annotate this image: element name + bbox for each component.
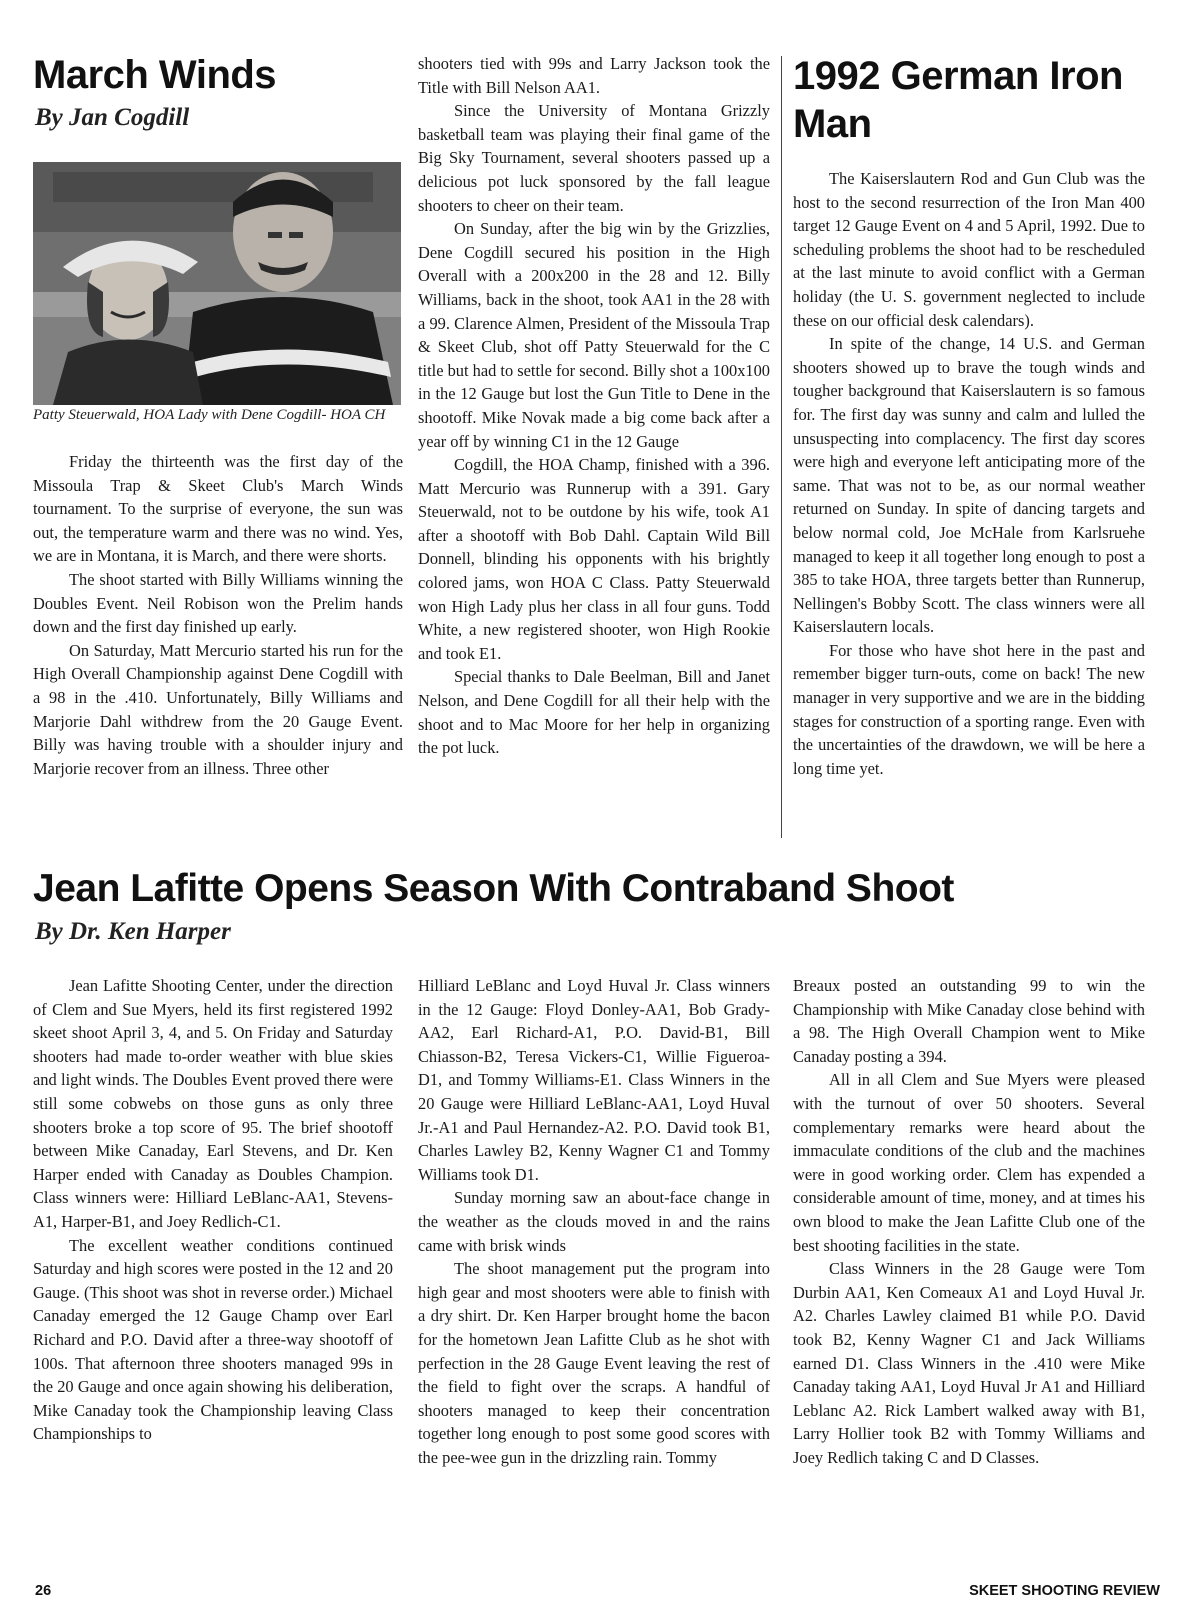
paragraph: Breaux posted an outstanding 99 to win the Championship with Mike Canaday close behind with a 98. The High Overall Champion went to Mike Canaday posting a 394. bbox=[793, 976, 1145, 1066]
paragraph: On Sunday, after the big win by the Grizzlies, Dene Cogdill secured his position in the High Overall with a 200x200 in the 28 and 12. Billy Williams, back in the shoot, took AA1 in the 28 with a 99. Clarence Almen, President of the Missoula Trap & Skeet Club, shot off Patty Steuerwald for the C title but had to settle for second. Billy shot a 100x100 in the 12 Gauge but lost the Gun Title to Dene in the shootoff. Mike Novak made a big come back after a year off by winning C1 in the 12 Gauge bbox=[418, 219, 770, 451]
paragraph: Hilliard LeBlanc and Loyd Huval Jr. Class winners in the 12 Gauge: Floyd Donley-AA1, Bob Grady-AA2, Earl Richard-A1, P.O. David-B1, Bill Chiasson-B2, Teresa Vickers-C1, Willie Figueroa-D1, and Tommy Williams-E1. Class Winners in the 20 Gauge were Hilliard LeBlanc-AA1, Loyd Huval Jr.-A1 and Paul Hernandez-A2. P.O. David took B1, Charles Lawley B2, Kenny Wagner C1 and Tommy Williams took D1. bbox=[418, 976, 770, 1184]
paragraph: The shoot started with Billy Williams winning the Doubles Event. Neil Robison won the Prelim hands down and the first day finished up early. bbox=[33, 569, 403, 637]
paragraph: In spite of the change, 14 U.S. and German shooters showed up to brave the tough winds and tougher background that Kaiserslautern is so famous for. The first day was sunny and calm and lulled the unsuspecting into complacency. The first day scores were high and everyone left anticipating more of the same. That was not to be, as our normal weather returned on Sunday. In spite of dancing targets and below normal cold, Joe McHale from Karlsruehe managed to keep it all together long enough to post a 385 to take HOA, three targets better than Runnerup, Nellingen's Bobby Scott. The class winners were all Kaiserslautern locals. bbox=[793, 334, 1145, 637]
march-winds-column-1 bbox=[33, 450, 403, 780]
paragraph: For those who have shot here in the past and remember bigger turn-outs, come on back! The new manager in very supportive and we are in the bidding stages for construction of a sporting range. Even with the uncertainties of the drawdown, we will be here a long time yet. bbox=[793, 640, 1145, 778]
page-number: 26 bbox=[35, 1583, 52, 1599]
march-winds-title: March Winds bbox=[33, 53, 277, 97]
paragraph: The shoot management put the program into high gear and most shooters were able to finish with a dry shirt. Dr. Ken Harper brought home the bacon for the hometown Jean Lafitte Club as he shot with perfection in the 28 Gauge Event leaving the rest of the field to fight over the scraps. A handful of shooters managed to keep their concentration together long enough to post some good scores with the pee-wee gun in the drizzling rain. Tommy bbox=[418, 1259, 770, 1467]
jean-lafitte-byline: By Dr. Ken Harper bbox=[35, 918, 231, 945]
paragraph: On Saturday, Matt Mercurio started his run for the High Overall Championship against Dene Cogdill with a 98 in the .410. Unfortunately, Billy Williams and Marjorie Dahl withdrew from the 20 Gauge Event. Billy was having trouble with a shoulder injury and Marjorie recover from an illness. Three other bbox=[33, 640, 403, 778]
paragraph: Sunday morning saw an about-face change in the weather as the clouds moved in and the rains came with brisk winds bbox=[418, 1188, 770, 1255]
jean-lafitte-column-2 bbox=[418, 974, 770, 1469]
paragraph: Friday the thirteenth was the first day of the Missoula Trap & Skeet Club's March Winds tournament. To the surprise of everyone, the sun was out, the temperature warm and there was no wind. Yes, we are in Montana, it is March, and there were shorts. bbox=[33, 452, 403, 566]
column-divider bbox=[781, 56, 782, 838]
march-winds-column-2 bbox=[418, 52, 770, 760]
paragraph: The excellent weather conditions continued Saturday and high scores were posted in the 12 and 20 Gauge. (This shoot was shot in reverse order.) Michael Canaday emerged the 12 Gauge Champ over Earl Richard and P.O. David after a three-way shootoff of 100s. That afternoon three shooters managed 99s in the 20 Gauge and once again showing his deliberation, Mike Canaday took the Championship leaving Class Championships to bbox=[33, 1235, 393, 1444]
jean-lafitte-column-3 bbox=[793, 974, 1145, 1469]
publication-name: SKEET SHOOTING REVIEW bbox=[969, 1583, 1160, 1599]
paragraph: shooters tied with 99s and Larry Jackson took the Title with Bill Nelson AA1. bbox=[418, 54, 770, 97]
photo-illustration bbox=[33, 162, 401, 405]
paragraph: Special thanks to Dale Beelman, Bill and Janet Nelson, and Dene Cogdill for all their help with the shoot and to Mac Moore for her help in organizing the pot luck. bbox=[418, 667, 770, 758]
paragraph: Class Winners in the 28 Gauge were Tom Durbin AA1, Ken Comeaux A1 and Loyd Huval Jr. A2. Charles Lawley claimed B1 while P.O. David took B2, Kenny Wagner C1 and Jack Williams earned D1. Class Winners in the .410 were Mike Canaday taking AA1, Loyd Huval Jr A1 and Hilliard Leblanc A2. Rick Lambert walked away with B1, Larry Hollier took B2 with Tommy Williams and Joey Redlich taking C and D Classes. bbox=[793, 1259, 1145, 1467]
paragraph: The Kaiserslautern Rod and Gun Club was the host to the second resurrection of the Iron Man 400 target 12 Gauge Event on 4 and 5 April, 1992. Due to scheduling problems the shoot had to be rescheduled at the last minute to avoid conflict with a German holiday (the U. S. government neglected to include these on our official desk calendars). bbox=[793, 169, 1145, 330]
paragraph: Since the University of Montana Grizzly basketball team was playing their final game of the Big Sky Tournament, several shooters passed up a delicious pot luck sponsored by the fall league shooters to cheer on their team. bbox=[418, 101, 770, 215]
jean-lafitte-column-1 bbox=[33, 974, 393, 1446]
paragraph: Jean Lafitte Shooting Center, under the direction of Clem and Sue Myers, held its first registered 1992 skeet shoot April 3, 4, and 5. On Friday and Saturday shooters had made to-order weather with blue skies and light winds. The Doubles Event proved there were still some cobwebs on those guns as only three shooters broke a top score of 95. The brief shootoff between Mike Canaday, Earl Stevens, and Dr. Ken Harper ended with Canaday as Doubles Champion. Class winners were: Hilliard LeBlanc-AA1, Stevens-A1, Harper-B1, and Joey Redlich-C1. bbox=[33, 976, 393, 1231]
paragraph: Cogdill, the HOA Champ, finished with a 396. Matt Mercurio was Runnerup with a 391. Gary Steuerwald, not to be outdone by his wife, took A1 after a shootoff with Bob Dahl. Captain Wild Bill Donnell, blinding his opponents with his brightly colored jams, won HOA C Class. Patty Steuerwald won High Lady plus her class in all four guns. Todd White, a new registered shooter, won High Rookie and took E1. bbox=[418, 455, 770, 663]
german-iron-man-title: 1992 German Iron Man bbox=[793, 54, 1123, 146]
march-winds-byline: By Jan Cogdill bbox=[35, 104, 190, 131]
paragraph: All in all Clem and Sue Myers were pleased with the turnout of over 50 shooters. Several complementary remarks were heard about the immaculate conditions of the club and the machines were in good working order. Clem has expended a considerable amount of time, money, and at times his own blood to make the Jean Lafitte Club one of the best shooting facilities in the state. bbox=[793, 1070, 1145, 1255]
jean-lafitte-title: Jean Lafitte Opens Season With Contraband Shoot bbox=[33, 867, 954, 910]
german-iron-man-body bbox=[793, 167, 1145, 780]
photo-cogdill-steuerwald bbox=[33, 162, 401, 405]
photo-caption: Patty Steuerwald, HOA Lady with Dene Cogdill- HOA CH bbox=[33, 407, 386, 423]
